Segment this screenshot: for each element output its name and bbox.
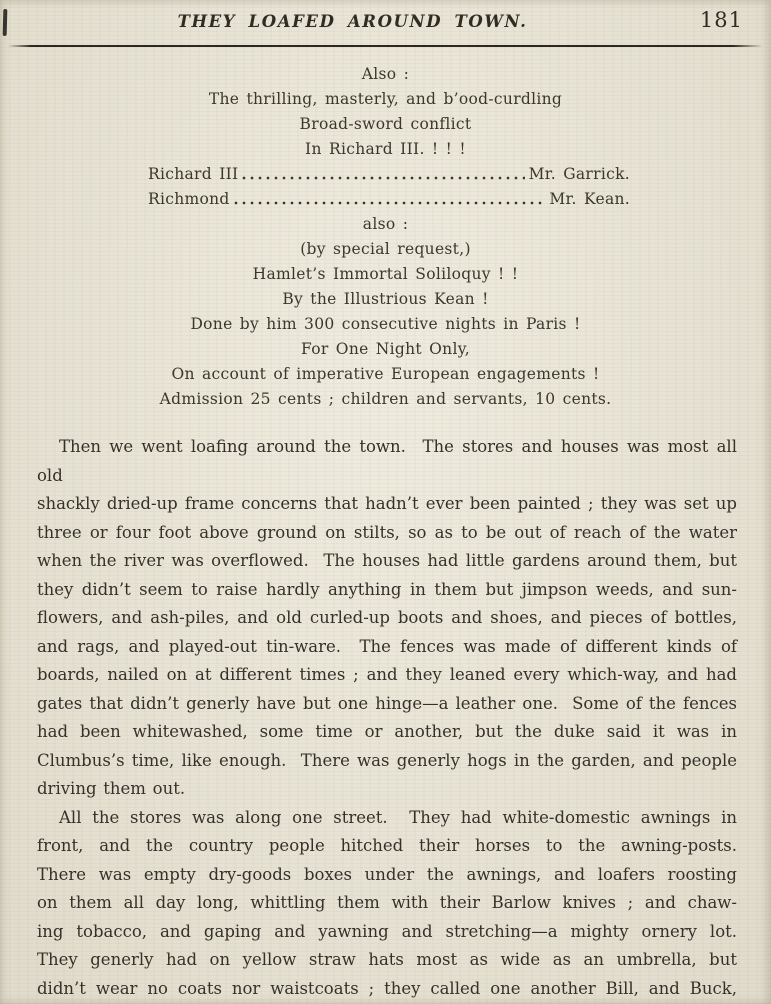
text-line: Then we went loafing around the town. The stores and houses was most all old bbox=[37, 437, 744, 485]
cast-actor: Mr. Kean. bbox=[549, 190, 630, 208]
cast-actor: Mr. Garrick. bbox=[528, 165, 630, 183]
text-line: when the river was overflowed. The houses had little gardens around them, but bbox=[37, 551, 737, 570]
text-line: didn’t wear no coats nor waistcoats ; they called one another Bill, and Buck, bbox=[37, 978, 737, 998]
text-line: had been whitewashed, some time or another, but the duke said it was in bbox=[37, 722, 737, 741]
text-line: There was empty dry-goods boxes under the awnings, and loafers roosting bbox=[37, 864, 737, 884]
playbill-bottom-lines bbox=[0, 212, 771, 412]
text-line: Clumbus’s time, like enough. There was generly hogs in the garden, and people bbox=[37, 750, 737, 770]
playbill-line: In Richard III. ! ! ! bbox=[305, 140, 466, 158]
cast-role: Richmond bbox=[148, 190, 230, 208]
text-line: gates that didn’t generly have but one hinge—a leather one. Some of the fences bbox=[37, 693, 737, 713]
playbill-line: Also : bbox=[361, 65, 410, 83]
text-line: flowers, and ash-piles, and old curled-up boots and shoes, and pieces of bottles, bbox=[37, 608, 737, 627]
text-line: ing tobacco, and gaping and yawning and stretching—a mighty ornery lot. bbox=[37, 921, 737, 941]
cast-role: Richard III bbox=[148, 165, 239, 183]
playbill-line: Admission 25 cents ; children and servants, 10 cents. bbox=[159, 390, 612, 408]
text-line: and rags, and played-out tin-ware. The fences was made of different kinds of bbox=[37, 636, 737, 656]
text-line: three or four foot above ground on stilts, so as to be out of reach of the water bbox=[37, 522, 737, 542]
playbill-line: By the Illustrious Kean ! bbox=[282, 290, 489, 308]
playbill-line: Hamlet’s Immortal Soliloquy ! ! bbox=[252, 265, 519, 283]
page-number: 181 bbox=[699, 8, 743, 32]
playbill bbox=[0, 62, 771, 412]
text-line: boards, nailed on at different times ; and they leaned every which-way, and had bbox=[37, 665, 737, 684]
body-text bbox=[37, 433, 744, 1003]
cast-row bbox=[148, 187, 630, 212]
text-line: on them all day long, whittling them with their Barlow knives ; and chaw- bbox=[37, 893, 737, 912]
running-title: THEY LOAFED AROUND TOWN. bbox=[177, 12, 528, 31]
text-line: They generly had on yellow straw hats most as wide as an umbrella, but bbox=[37, 950, 737, 969]
playbill-line: On account of imperative European engagements ! bbox=[171, 365, 600, 383]
playbill-line: also : bbox=[362, 215, 409, 233]
text-line: All the stores was along one street. They had white-domestic awnings in bbox=[59, 807, 737, 827]
playbill-line: (by special request,) bbox=[300, 240, 471, 258]
paragraph-loafing-around-town bbox=[37, 433, 744, 804]
text-line: they didn’t seem to raise hardly anything in them but jimpson weeds, and sun- bbox=[37, 579, 737, 599]
text-line: shackly dried-up frame concerns that hadn’t ever been painted ; they was set up bbox=[37, 494, 737, 513]
playbill-line: Done by him 300 consecutive nights in Paris ! bbox=[190, 315, 581, 333]
dotted-leader bbox=[234, 187, 546, 212]
playbill-cast bbox=[148, 162, 630, 212]
header-rule bbox=[8, 45, 763, 47]
playbill-line: Broad-sword conflict bbox=[299, 115, 472, 133]
dotted-leader bbox=[242, 162, 524, 187]
paragraph-stores-one-street bbox=[37, 804, 737, 1004]
playbill-line: For One Night Only, bbox=[301, 340, 470, 358]
playbill-top-lines bbox=[0, 62, 771, 162]
cast-row bbox=[148, 162, 630, 187]
playbill-line: The thrilling, masterly, and b’ood-curdling bbox=[208, 90, 563, 108]
text-line: front, and the country people hitched their horses to the awning-posts. bbox=[37, 836, 737, 855]
text-line: driving them out. bbox=[37, 779, 186, 798]
